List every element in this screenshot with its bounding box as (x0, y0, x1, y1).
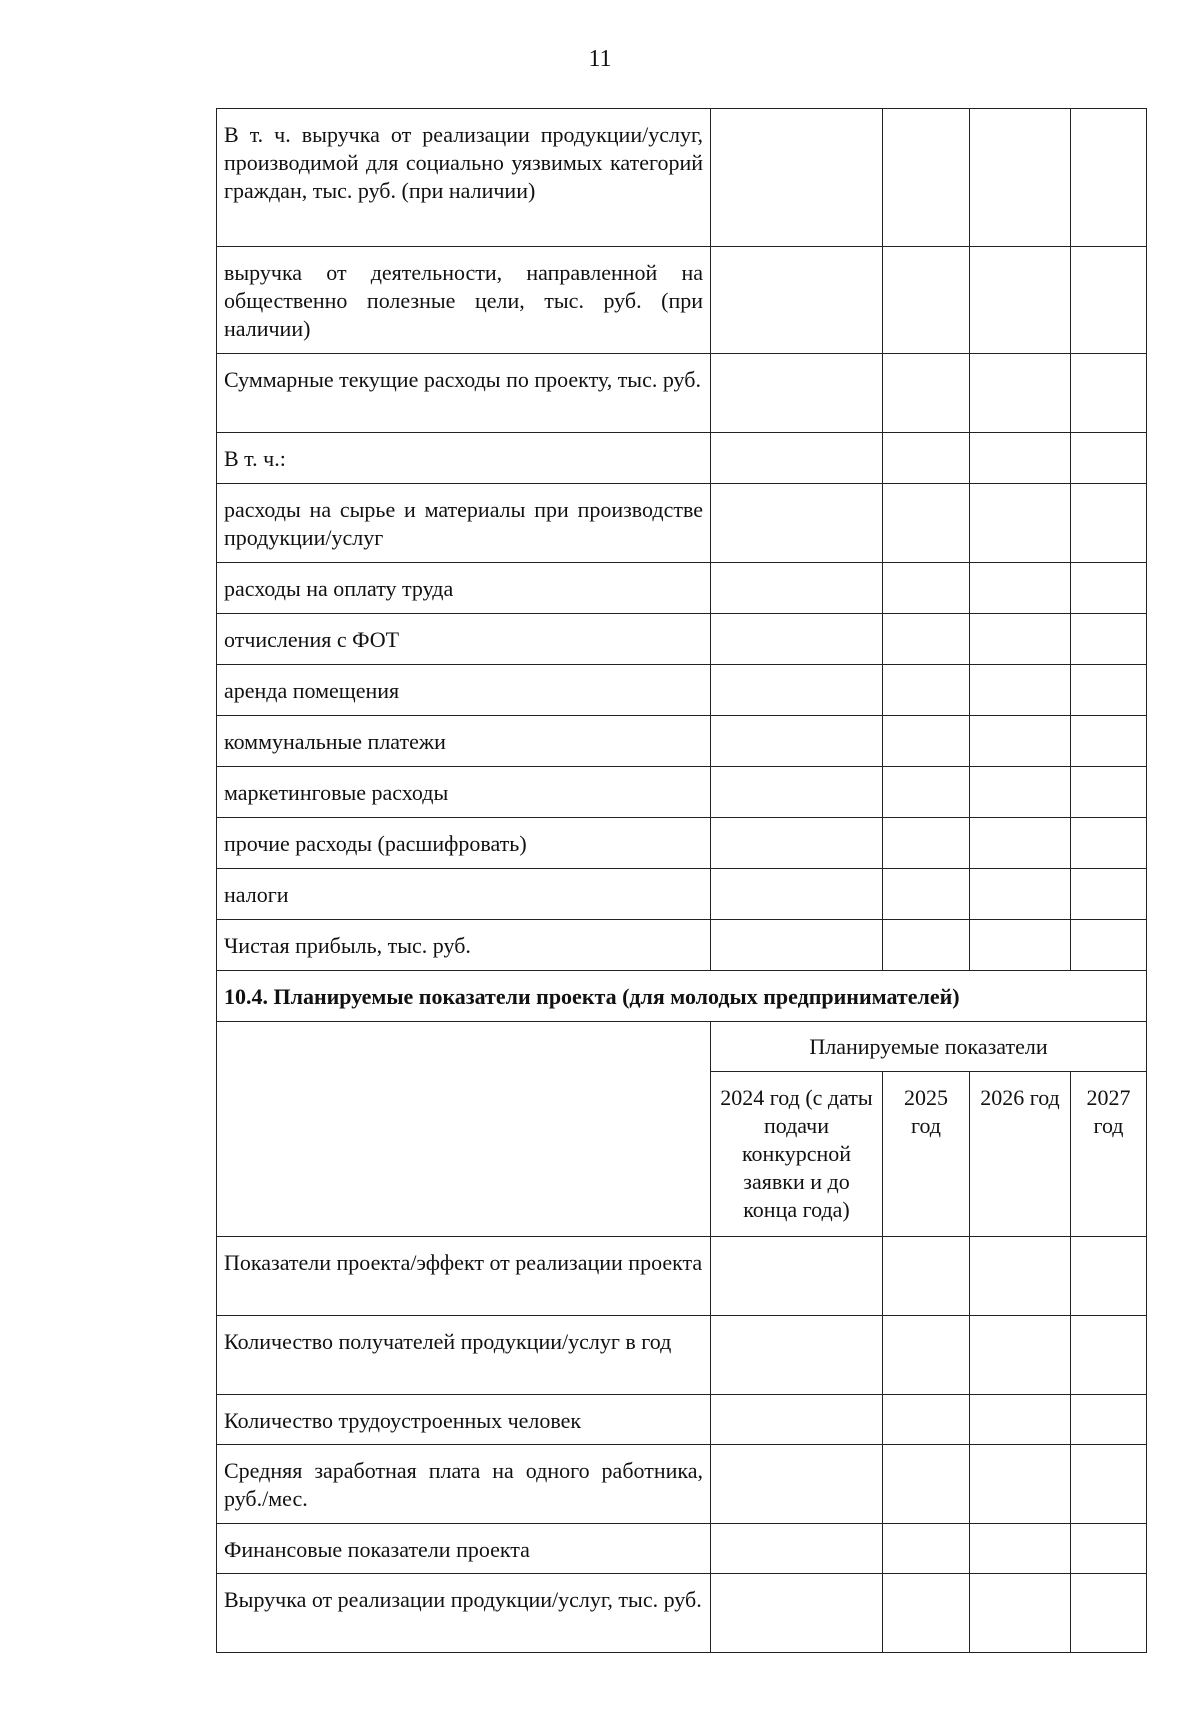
header-blank-cell (217, 1022, 711, 1237)
row-label: Показатели проекта/эффект от реализации проекта (217, 1237, 711, 1316)
value-cell[interactable] (711, 920, 883, 971)
value-cell[interactable] (883, 563, 970, 614)
value-cell[interactable] (1071, 818, 1147, 869)
table-row (217, 614, 1147, 665)
value-cell[interactable] (711, 665, 883, 716)
value-cell[interactable] (970, 818, 1071, 869)
value-cell[interactable] (1071, 716, 1147, 767)
value-cell[interactable] (883, 818, 970, 869)
value-cell[interactable] (1071, 1445, 1147, 1524)
value-cell[interactable] (883, 1445, 970, 1524)
row-label: выручка от деятельности, направленной на общественно полезные цели, тыс. руб. (при наличии) (217, 247, 711, 354)
value-cell[interactable] (1071, 247, 1147, 354)
value-cell[interactable] (1071, 433, 1147, 484)
value-cell[interactable] (711, 1395, 883, 1445)
value-cell[interactable] (883, 1237, 970, 1316)
table-row (217, 665, 1147, 716)
value-cell[interactable] (711, 354, 883, 433)
value-cell[interactable] (1071, 614, 1147, 665)
value-cell[interactable] (970, 767, 1071, 818)
value-cell[interactable] (711, 614, 883, 665)
row-label: коммунальные платежи (217, 716, 711, 767)
value-cell[interactable] (970, 869, 1071, 920)
section-row (217, 971, 1147, 1022)
value-cell[interactable] (883, 716, 970, 767)
value-cell[interactable] (883, 920, 970, 971)
value-cell[interactable] (883, 1395, 970, 1445)
value-cell[interactable] (883, 665, 970, 716)
row-label: Количество получателей продукции/услуг в год (217, 1316, 711, 1395)
table-row (217, 563, 1147, 614)
value-cell[interactable] (711, 1524, 883, 1574)
value-cell[interactable] (711, 1237, 883, 1316)
value-cell[interactable] (883, 767, 970, 818)
value-cell[interactable] (970, 1445, 1071, 1524)
value-cell[interactable] (1071, 1237, 1147, 1316)
value-cell[interactable] (1071, 920, 1147, 971)
value-cell[interactable] (970, 1574, 1071, 1653)
value-cell[interactable] (711, 433, 883, 484)
value-cell[interactable] (711, 767, 883, 818)
value-cell[interactable] (711, 716, 883, 767)
table-row (217, 1524, 1147, 1574)
row-label: Суммарные текущие расходы по проекту, тыс. руб. (217, 354, 711, 433)
value-cell[interactable] (883, 614, 970, 665)
value-cell[interactable] (970, 614, 1071, 665)
value-cell[interactable] (970, 247, 1071, 354)
value-cell[interactable] (970, 1316, 1071, 1395)
row-label: налоги (217, 869, 711, 920)
row-label: расходы на оплату труда (217, 563, 711, 614)
value-cell[interactable] (1071, 767, 1147, 818)
row-label: расходы на сырье и материалы при производстве продукции/услуг (217, 484, 711, 563)
value-cell[interactable] (1071, 354, 1147, 433)
value-cell[interactable] (970, 563, 1071, 614)
value-cell[interactable] (883, 1524, 970, 1574)
table-row (217, 484, 1147, 563)
table-row (217, 716, 1147, 767)
value-cell[interactable] (883, 354, 970, 433)
year-2027-header: 2027 год (1071, 1072, 1147, 1237)
value-cell[interactable] (970, 716, 1071, 767)
header-row (217, 1022, 1147, 1072)
table-row (217, 1237, 1147, 1316)
value-cell[interactable] (970, 433, 1071, 484)
value-cell[interactable] (1071, 109, 1147, 247)
value-cell[interactable] (883, 433, 970, 484)
row-label: аренда помещения (217, 665, 711, 716)
planned-indicators-header: Планируемые показатели (711, 1022, 1147, 1072)
year-2026-header: 2026 год (970, 1072, 1071, 1237)
value-cell[interactable] (711, 484, 883, 563)
value-cell[interactable] (970, 1237, 1071, 1316)
row-label: В т. ч.: (217, 433, 711, 484)
table-row (217, 354, 1147, 433)
row-label: Средняя заработная плата на одного работника, руб./мес. (217, 1445, 711, 1524)
value-cell[interactable] (1071, 563, 1147, 614)
table-row (217, 869, 1147, 920)
value-cell[interactable] (970, 484, 1071, 563)
page-number: 11 (588, 46, 612, 72)
table-row (217, 1395, 1147, 1445)
value-cell[interactable] (883, 109, 970, 247)
value-cell[interactable] (970, 109, 1071, 247)
table-row (217, 1445, 1147, 1524)
table-row (217, 818, 1147, 869)
value-cell[interactable] (970, 354, 1071, 433)
value-cell[interactable] (1071, 665, 1147, 716)
value-cell[interactable] (711, 247, 883, 354)
table-row (217, 433, 1147, 484)
row-label: Количество трудоустроенных человек (217, 1395, 711, 1445)
year-2024-header: 2024 год (с даты подачи конкурсной заявки и до конца года) (711, 1072, 883, 1237)
table-row (217, 1574, 1147, 1653)
row-label: Выручка от реализации продукции/услуг, тыс. руб. (217, 1574, 711, 1653)
value-cell[interactable] (1071, 484, 1147, 563)
row-label: Финансовые показатели проекта (217, 1524, 711, 1574)
value-cell[interactable] (970, 1524, 1071, 1574)
table-row (217, 767, 1147, 818)
value-cell[interactable] (711, 563, 883, 614)
value-cell[interactable] (970, 920, 1071, 971)
value-cell[interactable] (1071, 869, 1147, 920)
table-row (217, 920, 1147, 971)
table-row (217, 109, 1147, 247)
row-label: В т. ч. выручка от реализации продукции/услуг, производимой для социально уязвимых категорий граждан, тыс. руб. (при наличии) (217, 109, 711, 247)
table-row (217, 247, 1147, 354)
value-cell[interactable] (711, 1445, 883, 1524)
value-cell[interactable] (1071, 1316, 1147, 1395)
value-cell[interactable] (883, 869, 970, 920)
row-label: Чистая прибыль, тыс. руб. (217, 920, 711, 971)
value-cell[interactable] (711, 1574, 883, 1653)
table-row (217, 1316, 1147, 1395)
indicators-table (216, 108, 1147, 1653)
row-label: прочие расходы (расшифровать) (217, 818, 711, 869)
value-cell[interactable] (711, 1316, 883, 1395)
value-cell[interactable] (883, 1574, 970, 1653)
value-cell[interactable] (883, 484, 970, 563)
value-cell[interactable] (883, 247, 970, 354)
value-cell[interactable] (970, 665, 1071, 716)
row-label: маркетинговые расходы (217, 767, 711, 818)
row-label: отчисления с ФОТ (217, 614, 711, 665)
value-cell[interactable] (1071, 1395, 1147, 1445)
value-cell[interactable] (711, 109, 883, 247)
value-cell[interactable] (970, 1395, 1071, 1445)
section-title: 10.4. Планируемые показатели проекта (для молодых предпринимателей) (217, 971, 1147, 1022)
value-cell[interactable] (883, 1316, 970, 1395)
value-cell[interactable] (1071, 1574, 1147, 1653)
value-cell[interactable] (711, 869, 883, 920)
value-cell[interactable] (711, 818, 883, 869)
value-cell[interactable] (1071, 1524, 1147, 1574)
year-2025-header: 2025 год (883, 1072, 970, 1237)
